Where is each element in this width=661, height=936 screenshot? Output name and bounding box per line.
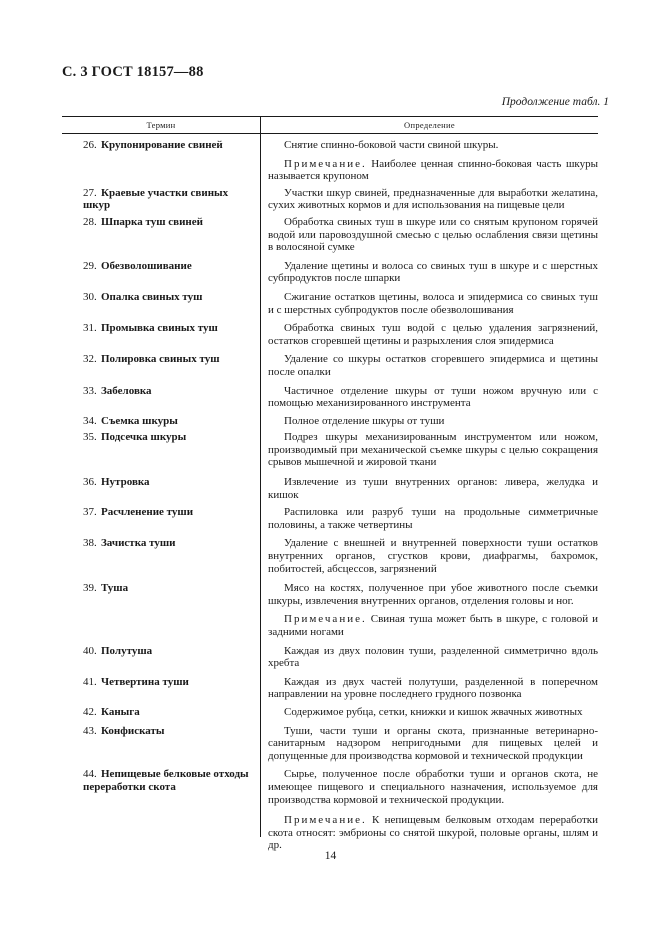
definition-cell [260,216,598,254]
definition-cell [260,611,598,638]
definition-text: Удаление с внешней и внутренней поверхности туши остатков внутренних органов, сгустков крови, диафрагмы, бахромок, побитостей, абсцессов, загрязнений [268,537,598,575]
table-row [62,701,598,719]
definition-text: Сжигание остатков щетины, волоса и эпидермиса со свиных туш и с шерстных субпродуктов после обезволошивания [268,290,598,316]
definition-text: Мясо на костях, полученное при убое животного после съемки шкуры, извлечения внутренних органов, отделения головы и ног. [268,582,598,607]
term-cell [62,611,260,638]
definition-cell [260,768,598,806]
definition-cell [260,431,598,469]
table-row [62,427,598,469]
definition-text: К непищевым белковым отходам переработки скота относят: эмбрионы со снятой шкурой, половые органы, шлям и др. [268,814,598,852]
definition-cell [260,676,598,701]
definition-cell [260,582,598,607]
table-row [62,670,598,701]
table-row [62,639,598,670]
document-header: С. 3 ГОСТ 18157—88 [62,64,204,80]
terms-table [62,116,598,852]
term-cell [62,431,260,469]
term-cell [62,506,260,531]
table-row [62,501,598,531]
term-text: Полутуша [101,644,153,657]
term-cell [62,415,260,428]
definition-cell [260,260,598,285]
column-header-term: Термин [146,120,176,130]
term-number: 39. [83,582,97,595]
term-cell [62,353,260,378]
term-text: Полировка свиных туш [101,353,220,366]
table-row [62,134,598,152]
term-text: Расчленение туши [101,506,194,519]
term-text: Нутровка [101,476,150,489]
table-continuation-label: Продолжение табл. 1 [501,96,609,108]
term-number: 34. [83,414,97,427]
definition-text: Каждая из двух частей полутуши, разделенной в поперечном направлении на уровне последнего грудного позвонка [268,675,598,701]
definition-text: Снятие спинно-боковой части свиной шкуры. [284,139,499,151]
definition-text: Обработка свиных туш в шкуре или со снятым крупоном горячей водой или паровоздушной смесью с целью ослабления связи щетины в волосяной сумке [268,215,598,254]
term-text: Конфискаты [101,724,165,737]
table-note-row [62,607,598,638]
term-number: 27. [83,186,97,199]
term-text: Забеловка [101,384,152,397]
term-number: 37. [83,506,97,519]
term-cell [62,725,260,763]
term-cell [62,768,260,806]
term-number: 44. [83,768,97,781]
definition-text: Наиболее ценная спинно-боковая часть шкуры называется крупоном [268,157,598,183]
definition-text: Туши, части туши и органы скота, признанные ветеринарно-санитарным надзором непригодными для пищевых целей и допущенные для производства кормовой и технической продукции [268,724,598,762]
column-header-definition: Определение [260,117,598,133]
definition-cell [260,415,598,428]
term-text: Четвертина туши [101,675,189,688]
table-row [62,379,598,410]
term-number: 35. [83,431,97,444]
term-cell [62,156,260,183]
term-cell [62,537,260,575]
term-number: 26. [83,139,97,151]
table-row [62,719,598,763]
term-cell [62,385,260,410]
definition-cell [260,385,598,410]
definition-cell [260,725,598,763]
note-label: Примечание. [284,613,367,626]
table-row [62,347,598,378]
term-number: 38. [83,537,97,550]
term-cell [62,812,260,852]
definition-cell [260,187,598,212]
term-text: Зачистка туши [101,537,176,550]
table-row [62,254,598,285]
definition-cell [260,139,598,152]
term-text: Подсечка шкуры [101,431,187,444]
table-note-row [62,152,598,183]
table-row [62,469,598,501]
definition-cell [260,537,598,575]
term-text: Промывка свиных туш [101,322,218,335]
definition-text: Сырье, полученное после обработки туши и органов скота, не имеющее пищевого и специального назначения, используемое для производства кормовой и технической продукции. [268,768,598,806]
definition-cell [260,645,598,670]
table-body [62,134,598,852]
definition-cell [260,476,598,501]
term-text: Съемка шкуры [101,414,178,427]
table-row [62,575,598,607]
term-text: Каныга [101,705,140,718]
term-cell [62,260,260,285]
term-cell [62,582,260,607]
term-cell [62,645,260,670]
term-number: 42. [83,705,97,718]
term-cell [62,216,260,254]
term-number: 29. [83,259,97,272]
table-row [62,762,598,806]
table-note-row [62,806,598,852]
term-text: Обезволошивание [101,259,192,272]
definition-text: Удаление со шкуры остатков сгоревшего эпидермиса и щетины после опалки [268,353,598,378]
definition-text: Полное отделение шкуры от туши [284,414,445,427]
term-text: Непищевые белковые отходы переработки скота [83,768,249,793]
term-cell [62,476,260,501]
definition-text: Свиная туша может быть в шкуре, с головой и задними ногами [268,613,598,638]
term-number: 40. [83,644,97,657]
term-text: Краевые участки свиных шкур [83,186,229,212]
term-cell [62,676,260,701]
table-row [62,183,598,212]
note-label: Примечание. [284,814,367,827]
term-cell [62,139,260,152]
definition-text: Каждая из двух половин туши, разделенной симметрично вдоль хребта [268,644,598,670]
definition-text: Извлечение из туши внутренних органов: ливера, желудка и кишок [268,476,598,501]
definition-text: Подрез шкуры механизированным инструментом или ножом, производимый при механической съемке шкуры с целью сокращения срывов мышечной и жировой ткани [268,431,598,469]
term-text: Крупонирование свиней [101,139,223,151]
term-text: Опалка свиных туш [101,290,203,303]
table-header-row [62,116,598,134]
term-number: 28. [83,215,97,228]
term-number: 41. [83,675,97,688]
definition-text: Обработка свиных туш водой с целью удаления загрязнений, остатков сгоревшей щетины и разрыхления слоя эпидермиса [268,322,598,347]
term-text: Туша [101,582,129,595]
table-row [62,410,598,428]
term-cell [62,291,260,316]
definition-cell [260,353,598,378]
term-number: 32. [83,353,97,366]
term-number: 30. [83,290,97,303]
term-number: 33. [83,384,97,397]
definition-cell [260,812,598,852]
definition-cell [260,156,598,183]
term-cell [62,322,260,347]
term-number: 31. [83,322,97,335]
table-row [62,531,598,575]
note-label: Примечание. [284,157,367,170]
definition-cell [260,322,598,347]
definition-cell [260,706,598,719]
term-text: Шпарка туш свиней [101,215,203,228]
definition-text: Участки шкур свиней, предназначенные для выработки желатина, сухих животных кормов и для использования на пищевые цели [268,186,598,212]
definition-text: Удаление щетины и волоса со свиных туш в шкуре и с шерстных субпродуктов после шпарки [268,259,598,285]
definition-text: Содержимое рубца, сетки, книжки и кишок жвачных животных [284,705,583,718]
table-row [62,285,598,316]
definition-text: Распиловка или разруб туши на продольные симметричные половины, а также четвертины [268,506,598,531]
term-cell [62,706,260,719]
page-number: 14 [324,850,337,862]
term-cell [62,187,260,212]
definition-cell [260,291,598,316]
term-number: 43. [83,724,97,737]
definition-text: Частичное отделение шкуры от туши ножом вручную или с помощью механизированного инструмента [268,384,598,410]
term-number: 36. [83,476,97,489]
table-row [62,316,598,347]
table-row [62,212,598,254]
definition-cell [260,506,598,531]
